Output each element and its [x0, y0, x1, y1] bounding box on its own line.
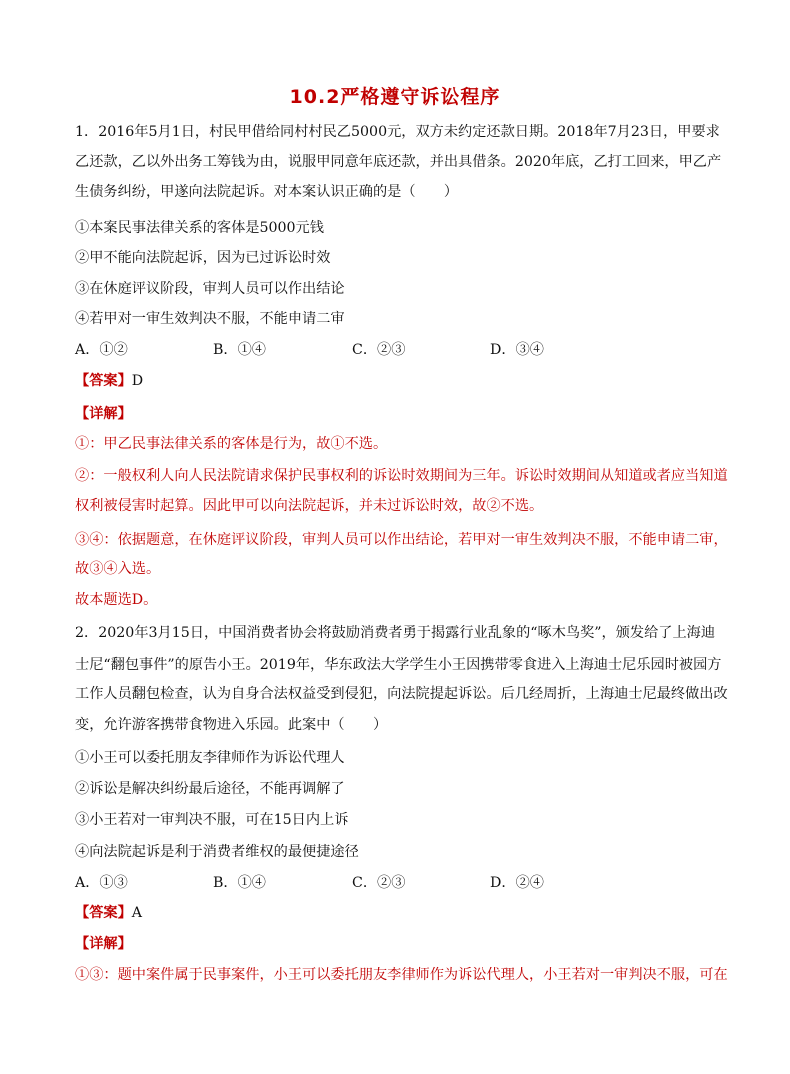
- q1-detail-line: ③④：依据题意，在休庭评议阶段，审判人员可以作出结论，若甲对一审生效判决不服，不能申请二审，: [75, 532, 728, 548]
- q1-answer-label: 【答案】: [75, 373, 132, 389]
- q2-option-d: D．②④: [490, 875, 544, 891]
- q2-statement: ④向法院起诉是利于消费者维权的最便捷途径: [75, 844, 359, 860]
- q1-answer-value: D: [131, 373, 144, 389]
- page-title: 10.2严格遵守诉讼程序: [289, 86, 501, 108]
- q1-stem-line: 生债务纠纷，甲遂向法院起诉。对本案认识正确的是（ ）: [75, 184, 459, 200]
- q2-answer: [75, 903, 725, 923]
- q2-stem-line: 工作人员翻包检查，认为自身合法权益受到侵犯，向法院提起诉讼。后几经周折，上海迪士尼最终做出改: [75, 686, 728, 702]
- q1-option-a: A．①②: [75, 342, 128, 358]
- q2-answer-value: A: [131, 905, 143, 921]
- q2-stem-line: 士尼“翻包事件”的原告小王。2019年，华东政法大学学生小王因携带零食进入上海迪士尼乐园时被园方: [75, 657, 722, 673]
- q2-statement: ③小王若对一审判决不服，可在15日内上诉: [75, 812, 349, 828]
- q1-detail-line: ②：一般权利人向人民法院请求保护民事权利的诉讼时效期间为三年。诉讼时效期间从知道或者应当知道: [75, 468, 728, 484]
- q1-option-d: D．③④: [490, 342, 544, 358]
- q2-option-b: B．①④: [213, 875, 266, 891]
- q2-statement: ①小王可以委托朋友李律师作为诉讼代理人: [75, 750, 345, 766]
- q1-stem-line: 乙还款，乙以外出务工筹钱为由，说服甲同意年底还款，并出具借条。2020年底，乙打工回来，甲乙产: [75, 154, 722, 170]
- q1-detail-label: 【详解】: [75, 406, 132, 422]
- q2-stem-line: 变，允许游客携带食物进入乐园。此案中（ ）: [75, 717, 388, 733]
- q1-option-b: B．①④: [213, 342, 266, 358]
- q1-statement: ②甲不能向法院起诉，因为已过诉讼时效: [75, 250, 331, 266]
- q1-detail-line: 故③④入选。: [75, 561, 161, 577]
- q1-detail-line: 权利被侵害时起算。因此甲可以向法院起诉，并未过诉讼时效，故②不选。: [75, 498, 544, 514]
- q1-statement: ①本案民事法律关系的客体是5000元钱: [75, 220, 324, 236]
- q1-detail-line: ①：甲乙民事法律关系的客体是行为，故①不选。: [75, 436, 388, 452]
- q2-statement: ②诉讼是解决纠纷最后途径，不能再调解了: [75, 781, 345, 797]
- q1-detail-line: 故本题选D。: [75, 592, 158, 608]
- q1-stem-line: 1．2016年5月1日，村民甲借给同村村民乙5000元，双方未约定还款日期。2018年7月23日，甲要求: [75, 124, 720, 140]
- q1-statement: ④若甲对一审生效判决不服，不能申请二审: [75, 311, 345, 327]
- q2-answer-label: 【答案】: [75, 905, 132, 921]
- q2-option-c: C．②③: [352, 875, 406, 891]
- q2-detail-line: ①③：题中案件属于民事案件，小王可以委托朋友李律师作为诉讼代理人，小王若对一审判决不服，可在: [75, 967, 728, 983]
- q1-statement: ③在休庭评议阶段，审判人员可以作出结论: [75, 281, 345, 297]
- q1-answer: [75, 371, 725, 391]
- q1-option-c: C．②③: [352, 342, 406, 358]
- q2-stem-line: 2．2020年3月15日，中国消费者协会将鼓励消费者勇于揭露行业乱象的“啄木鸟奖”，颁发给了上海迪: [75, 625, 716, 641]
- q2-detail-label: 【详解】: [75, 936, 132, 952]
- q2-option-a: A．①③: [75, 875, 128, 891]
